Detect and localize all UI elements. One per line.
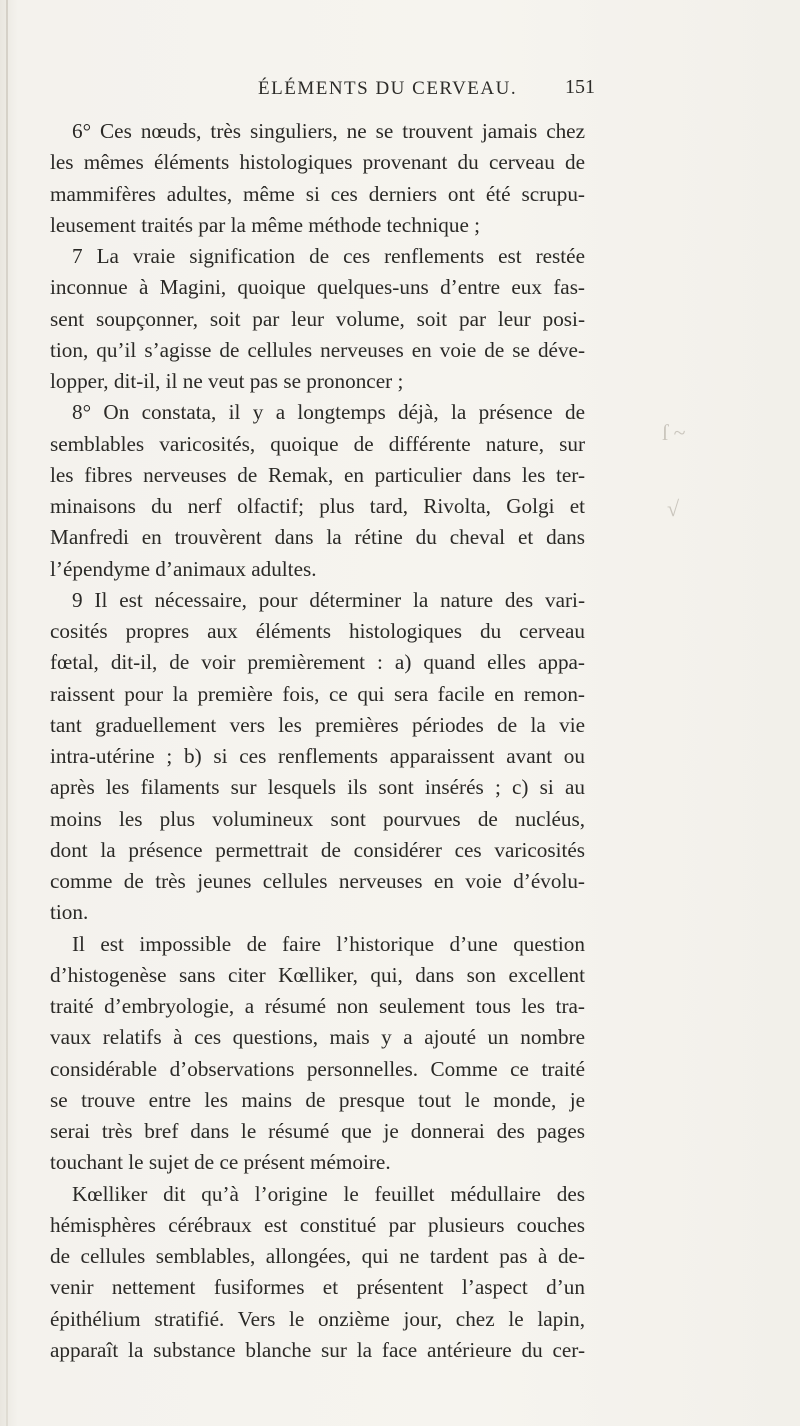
text-line: cosités propres aux éléments histologiques du cerveau <box>50 619 585 643</box>
body-text <box>50 116 585 1366</box>
text-line: considérable d’observations personnelles. Comme ce traité <box>50 1056 585 1081</box>
text-line: tion, qu’il s’agisse de cellules nerveuses en voie de se déve- <box>50 337 585 362</box>
text-line: intra-utérine ; b) si ces renflements apparaissent avant ou <box>50 744 585 768</box>
page-number: 151 <box>565 76 595 98</box>
text-line: fœtal, dit-il, de voir premièrement : a) quand elles appa- <box>50 650 585 675</box>
page-binding-edge <box>6 0 8 1426</box>
text-line: vaux relatifs à ces questions, mais y a ajouté un nombre <box>50 1025 585 1050</box>
text-line: 7 La vraie signification de ces renflements est restée <box>72 244 585 268</box>
text-line: l’épendyme d’animaux adultes. <box>50 556 317 581</box>
text-line: venir nettement fusiformes et présentent l’aspect d’un <box>50 1275 585 1300</box>
text-line: se trouve entre les mains de presque tout le monde, je <box>50 1087 585 1112</box>
text-line: tion. <box>50 900 89 925</box>
text-line: Il est impossible de faire l’historique d’une question <box>72 931 585 956</box>
text-line: 9 Il est nécessaire, pour déterminer la nature des vari- <box>72 587 585 612</box>
text-line: tant graduellement vers les premières périodes de la vie <box>50 712 585 737</box>
text-line: lopper, dit-il, il ne veut pas se prononcer ; <box>50 369 404 393</box>
text-line: comme de très jeunes cellules nerveuses en voie d’évolu- <box>50 869 585 893</box>
text-line: raissent pour la première fois, ce qui sera facile en remon- <box>50 681 585 706</box>
text-line: serai très bref dans le résumé que je donnerai des pages <box>50 1119 585 1143</box>
margin-pencil-mark: ſ ~ <box>662 420 686 445</box>
text-line: épithélium stratifié. Vers le onzième jour, chez le lapin, <box>50 1306 585 1331</box>
text-line: mammifères adultes, même si ces derniers ont été scrupu- <box>50 181 585 206</box>
text-line: leusement traités par la même méthode technique ; <box>50 212 481 237</box>
text-line: les mêmes éléments histologiques provenant du cerveau de <box>50 150 585 175</box>
text-line: sent soupçonner, soit par leur volume, soit par leur posi- <box>50 306 585 331</box>
text-line: minaisons du nerf olfactif; plus tard, Rivolta, Golgi et <box>50 494 585 518</box>
text-line: 8° On constata, il y a longtemps déjà, la présence de <box>72 400 585 425</box>
margin-pencil-mark: √ <box>667 496 680 521</box>
text-line: hémisphères cérébraux est constitué par plusieurs couches <box>50 1212 585 1237</box>
text-line: dont la présence permettrait de considérer ces varicosités <box>50 837 585 862</box>
text-line: touchant le sujet de ce présent mémoire. <box>50 1150 391 1175</box>
text-line: après les filaments sur lesquels ils sont insérés ; c) si au <box>50 775 585 800</box>
text-line: Manfredi en trouvèrent dans la rétine du cheval et dans <box>50 525 585 550</box>
text-line: de cellules semblables, allongées, qui ne tardent pas à de- <box>50 1244 585 1268</box>
running-title: ÉLÉMENTS DU CERVEAU. <box>258 78 518 99</box>
text-line: moins les plus volumineux sont pourvues de nucléus, <box>50 806 585 831</box>
text-line: traité d’embryologie, a résumé non seulement tous les tra- <box>50 994 585 1018</box>
text-line: d’histogenèse sans citer Kœlliker, qui, dans son excellent <box>50 962 585 987</box>
text-line: inconnue à Magini, quoique quelques-uns d’entre eux fas- <box>50 275 585 300</box>
text-line: les fibres nerveuses de Remak, en particulier dans les ter- <box>50 462 585 487</box>
text-line: Kœlliker dit qu’à l’origine le feuillet médullaire des <box>72 1181 585 1206</box>
text-line: semblables varicosités, quoique de différente nature, sur <box>50 431 585 456</box>
text-line: apparaît la substance blanche sur la face antérieure du cer- <box>50 1337 585 1362</box>
text-line: 6° Ces nœuds, très singuliers, ne se trouvent jamais chez <box>72 119 585 143</box>
